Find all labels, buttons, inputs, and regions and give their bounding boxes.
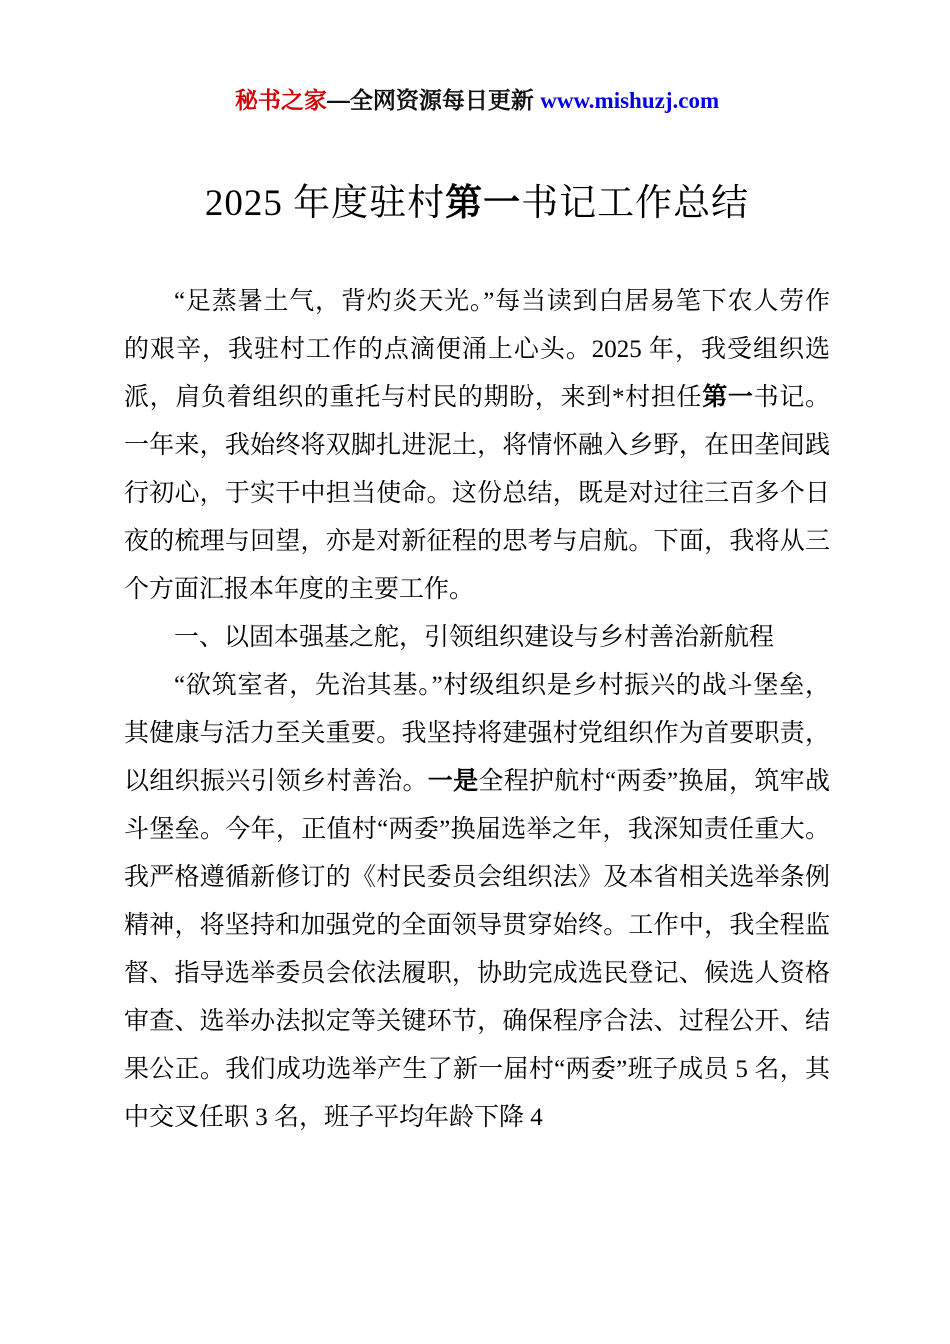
page-header [124,86,830,116]
para-intro [124,278,830,614]
text-run: “足蒸暑土气，背灼炎天光。”每当读到白居易笔下农人劳作的艰辛，我驻村工作的点滴便涌上心头。2025 年，我受组织选派，肩负着组织的重托与村民的期盼，来到*村担任 [124,288,830,412]
header-url-link[interactable]: www.mishuzj.com [540,88,720,113]
text-run-bold: 第一 [445,182,522,224]
text-run: 书记工作总结 [521,182,750,224]
document-body [124,278,830,1142]
text-run: 全程护航村“两委”换届，筑牢战斗堡垒。今年，正值村“两委”换届选举之年，我深知责任重大。我严格遵循新修订的《村民委员会组织法》及本省相关选举条例精神，将坚持和加强党的全面领导贯穿始终。工作中，我全程监督、指导选举委员会依法履职，协助完成选民登记、候选人资格审查、选举办法拟定等关键环节，确保程序合法、过程公开、结果公正。我们成功选举产生了新一届村“两委”班子成员 5 名，其中交叉任职 3 名，班子平均年龄下降 4 [124,768,830,1132]
header-tagline: —全网资源每日更新 [326,87,541,113]
header-brand: 秘书之家 [234,87,327,113]
heading-section-1 [124,614,830,662]
text-run: 2025 年度驻村 [204,182,446,224]
text-run: 一、以固本强基之舵，引领组织建设与乡村善治新航程 [174,624,775,652]
text-run: 书记。一年来，我始终将双脚扎进泥土，将情怀融入乡野，在田垄间践行初心，于实干中担当使命。这份总结，既是对过往三百多个日夜的梳理与回望，亦是对新征程的思考与启航。下面，我将从三个方面汇报本年度的主要工作。 [124,384,830,604]
text-run-bold: 一是 [427,768,479,796]
text-run-bold: 第一 [702,384,754,412]
text-run: “欲筑室者，先治其基。”村级组织是乡村振兴的战斗堡垒，其健康与活力至关重要。我坚持将建强村党组织作为首要职责，以组织振兴引领乡村善治。 [124,672,830,796]
para-section-1 [124,662,830,1142]
document-title [124,182,830,226]
